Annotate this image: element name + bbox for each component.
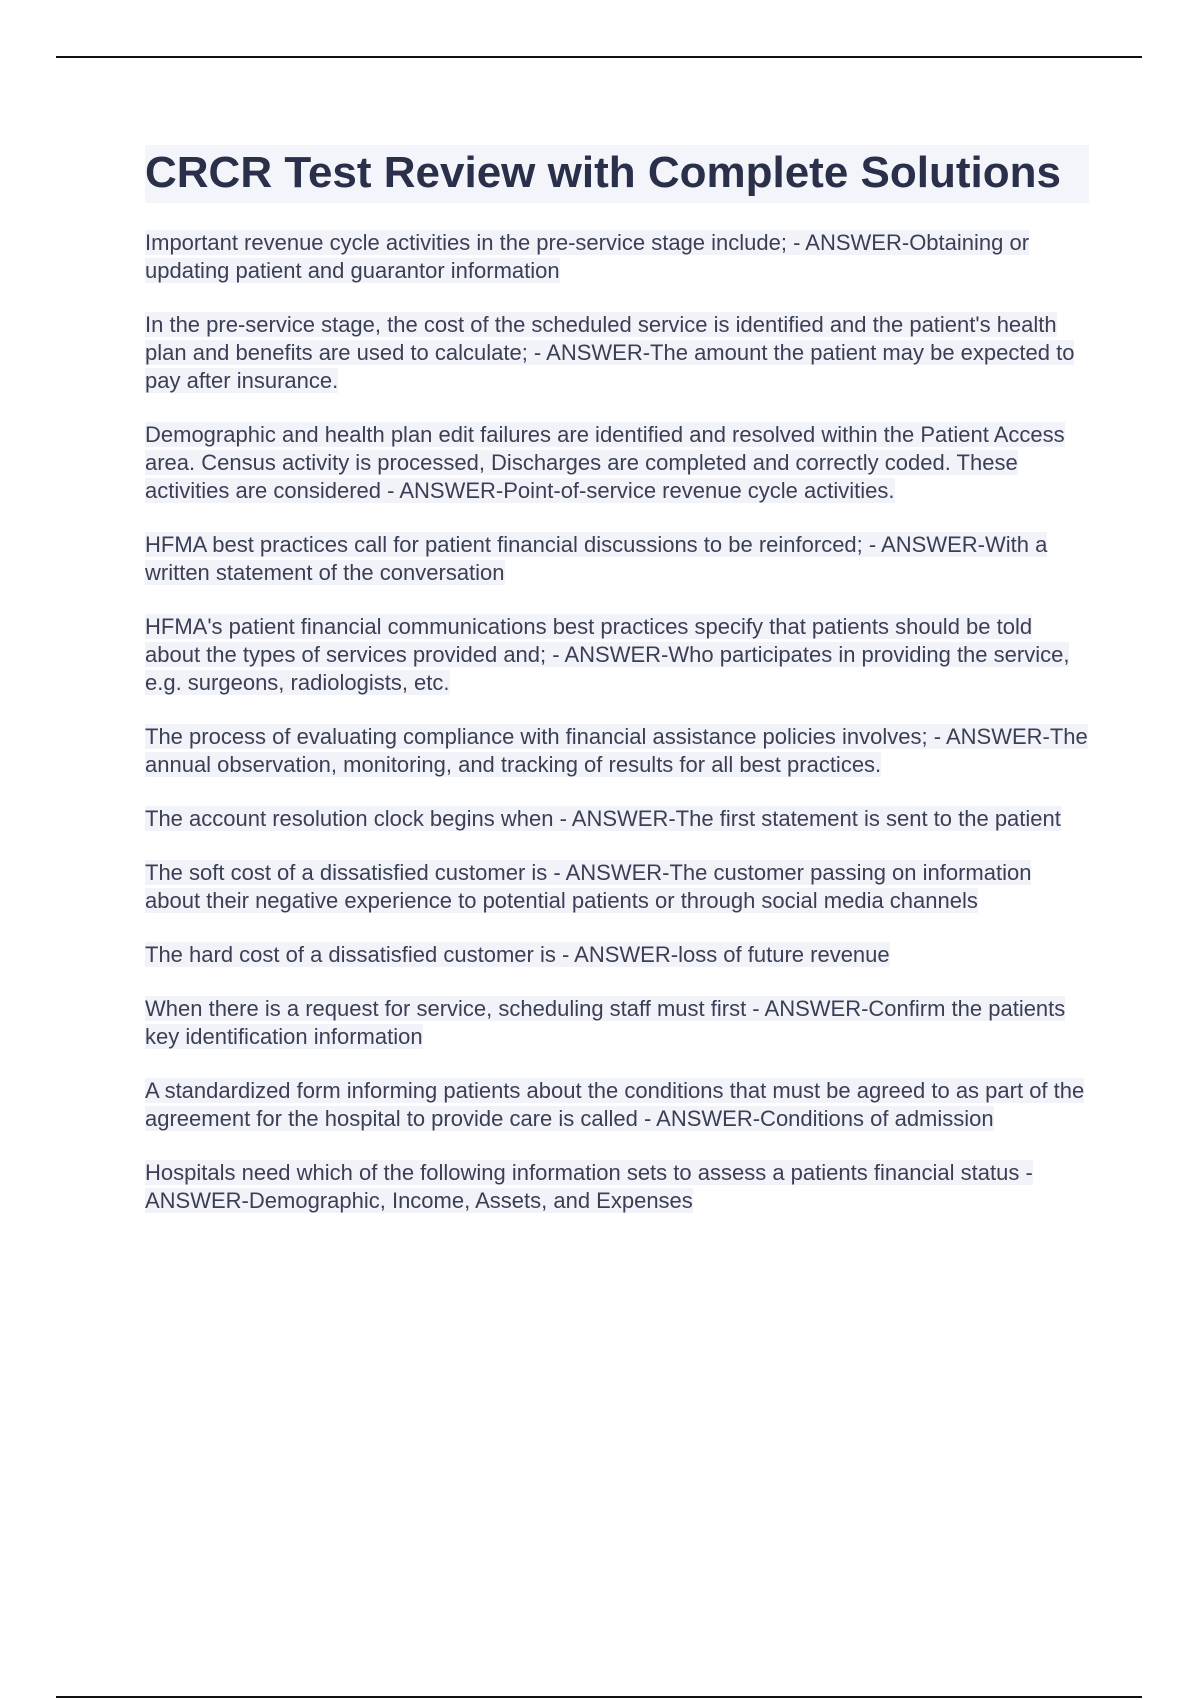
qa-item	[145, 723, 1089, 779]
qa-item	[145, 1159, 1089, 1215]
qa-text: A standardized form informing patients about the conditions that must be agreed to as part of the agreement for the hospital to provide care is called - ANSWER-Conditions of admission	[145, 1078, 1085, 1131]
document-body	[145, 145, 1089, 1241]
qa-text: Hospitals need which of the following information sets to assess a patients financial status - ANSWER-Demographic, Income, Assets, and Expenses	[145, 1160, 1033, 1213]
qa-text: When there is a request for service, scheduling staff must first - ANSWER-Confirm the patients key identification information	[145, 996, 1066, 1049]
qa-item	[145, 941, 1089, 969]
qa-item	[145, 421, 1089, 505]
top-rule	[56, 56, 1142, 58]
qa-text: HFMA best practices call for patient financial discussions to be reinforced; - ANSWER-With a written statement of the conversation	[145, 532, 1048, 585]
qa-item	[145, 859, 1089, 915]
qa-list	[145, 229, 1089, 1215]
qa-text: The hard cost of a dissatisfied customer is - ANSWER-loss of future revenue	[145, 942, 890, 967]
qa-text: HFMA's patient financial communications best practices specify that patients should be told about the types of services provided and; - ANSWER-Who participates in providing the service, e.g. surgeons, radiologists, etc.	[145, 614, 1070, 695]
qa-item	[145, 229, 1089, 285]
qa-item	[145, 311, 1089, 395]
qa-item	[145, 613, 1089, 697]
qa-text: The soft cost of a dissatisfied customer is - ANSWER-The customer passing on information about their negative experience to potential patients or through social media channels	[145, 860, 1032, 913]
qa-text: Important revenue cycle activities in the pre-service stage include; - ANSWER-Obtaining or updating patient and guarantor information	[145, 230, 1030, 283]
qa-text: In the pre-service stage, the cost of the scheduled service is identified and the patient's health plan and benefits are used to calculate; - ANSWER-The amount the patient may be expected to pay after insurance.	[145, 312, 1075, 393]
qa-text: The account resolution clock begins when - ANSWER-The first statement is sent to the patient	[145, 806, 1061, 831]
qa-item	[145, 995, 1089, 1051]
qa-text: Demographic and health plan edit failures are identified and resolved within the Patient Access area. Census activity is processed, Discharges are completed and correctly coded. These activities are considered - ANSWER-Point-of-service revenue cycle activities.	[145, 422, 1065, 503]
qa-text: The process of evaluating compliance with financial assistance policies involves; - ANSWER-The annual observation, monitoring, and tracking of results for all best practices.	[145, 724, 1088, 777]
bottom-rule	[56, 1696, 1142, 1698]
qa-item	[145, 531, 1089, 587]
qa-item	[145, 805, 1089, 833]
document-title: CRCR Test Review with Complete Solutions	[145, 145, 1089, 203]
qa-item	[145, 1077, 1089, 1133]
